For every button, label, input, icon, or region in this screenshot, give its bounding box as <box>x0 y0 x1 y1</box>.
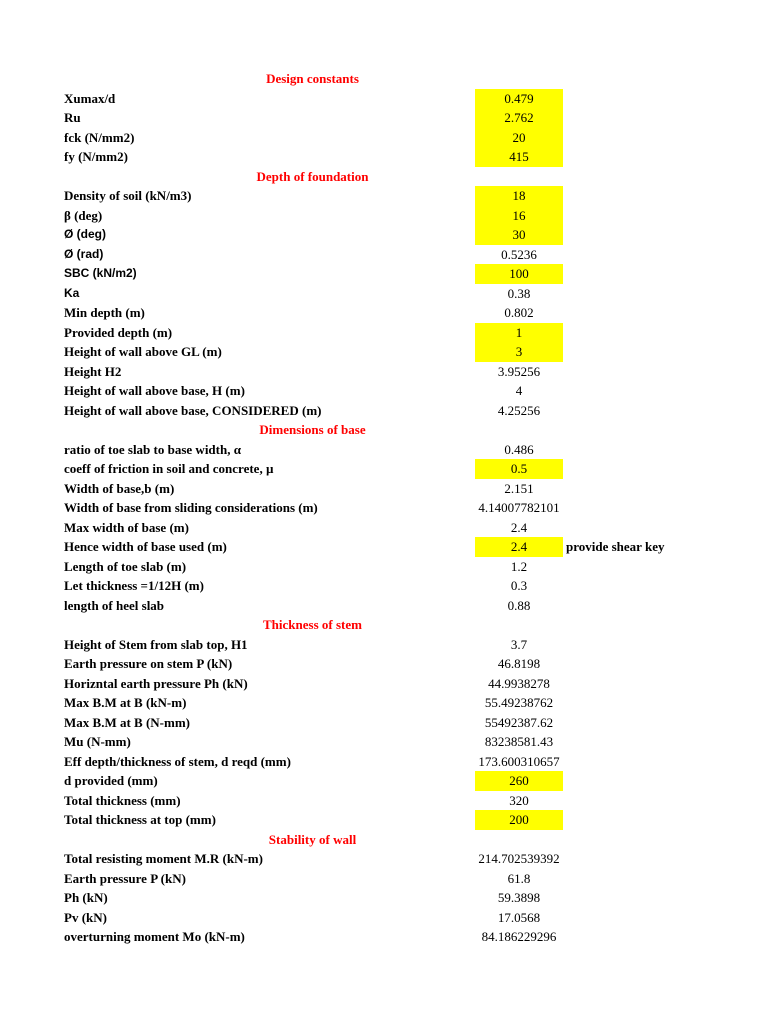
input-value-cell[interactable]: 30 <box>475 225 563 245</box>
table-row <box>0 596 768 616</box>
table-row <box>0 108 768 128</box>
row-label: Height of wall above base, H (m) <box>64 383 245 398</box>
table-row <box>0 186 768 206</box>
row-label: Density of soil (kN/m3) <box>64 188 192 203</box>
table-row <box>0 147 768 167</box>
table-row <box>0 732 768 752</box>
row-label: Earth pressure P (kN) <box>64 870 186 886</box>
row-label: Height of wall above base, CONSIDERED (m) <box>64 402 322 418</box>
row-label: fy (N/mm2) <box>64 149 128 164</box>
input-value-cell[interactable]: 0.5 <box>475 459 563 479</box>
row-label: Eff depth/thickness of stem, d reqd (mm) <box>64 753 291 769</box>
row-label: Xumax/d <box>64 90 116 106</box>
table-row <box>0 654 768 674</box>
value-cell[interactable]: 4 <box>515 383 523 398</box>
value-cell[interactable]: 4.14007782101 <box>478 500 560 515</box>
section-row <box>0 420 768 440</box>
row-label: Max B.M at B (N-mm) <box>64 714 190 730</box>
row-label: Max B.M at B (kN-m) <box>64 695 187 710</box>
table-row <box>0 635 768 655</box>
table-row <box>0 303 768 323</box>
table-row <box>0 576 768 596</box>
table-row <box>0 791 768 811</box>
value-cell[interactable]: 0.5236 <box>501 246 537 262</box>
row-label: Horizntal earth pressure Ph (kN) <box>64 675 248 691</box>
row-label: Total resisting moment M.R (kN-m) <box>64 851 263 866</box>
table-row <box>0 479 768 499</box>
value-cell[interactable]: 0.38 <box>507 285 531 301</box>
row-label: Max width of base (m) <box>64 519 189 535</box>
table-row <box>0 498 768 518</box>
input-value-cell[interactable]: 0.479 <box>475 89 563 109</box>
row-note: provide shear key <box>566 539 665 554</box>
table-row <box>0 440 768 460</box>
row-label: Earth pressure on stem P (kN) <box>64 656 233 671</box>
value-cell[interactable]: 4.25256 <box>497 402 541 418</box>
value-cell[interactable]: 17.0568 <box>497 909 541 925</box>
row-label: Total thickness at top (mm) <box>64 812 216 827</box>
value-cell[interactable]: 84.186229296 <box>481 929 557 944</box>
row-label: Height of wall above GL (m) <box>64 344 222 359</box>
input-value-cell[interactable]: 100 <box>475 264 563 284</box>
table-row <box>0 401 768 421</box>
value-cell[interactable]: 61.8 <box>507 870 531 886</box>
section-row <box>0 615 768 635</box>
value-cell[interactable]: 55.49238762 <box>484 695 554 710</box>
row-label: Let thickness =1/12H (m) <box>64 578 204 593</box>
section-heading: Thickness of stem <box>263 617 362 632</box>
input-value-cell[interactable]: 415 <box>475 147 563 167</box>
row-label: Ø (deg) <box>64 227 106 241</box>
row-label: Total thickness (mm) <box>64 792 181 808</box>
row-label: Mu (N-mm) <box>64 734 131 749</box>
row-label: Height H2 <box>64 363 122 379</box>
value-cell[interactable]: 46.8198 <box>497 656 541 671</box>
value-cell[interactable]: 83238581.43 <box>484 734 554 749</box>
table-row <box>0 888 768 908</box>
section-heading: Depth of foundation <box>256 168 369 184</box>
row-label: β (deg) <box>64 207 103 223</box>
input-value-cell[interactable]: 200 <box>475 810 563 830</box>
table-row <box>0 206 768 226</box>
value-cell[interactable]: 2.4 <box>510 519 528 535</box>
row-label: Ø (rad) <box>64 246 104 261</box>
value-cell[interactable]: 1.2 <box>510 558 528 574</box>
section-heading: Design constants <box>266 71 359 86</box>
value-cell[interactable]: 3.95256 <box>497 363 541 379</box>
input-value-cell[interactable]: 3 <box>475 342 563 362</box>
value-cell[interactable]: 55492387.62 <box>484 714 554 730</box>
row-label: Ru <box>64 110 81 125</box>
table-row <box>0 362 768 382</box>
spreadsheet <box>0 69 768 947</box>
section-row <box>0 167 768 187</box>
input-value-cell[interactable]: 20 <box>475 128 563 148</box>
table-row <box>0 869 768 889</box>
input-value-cell[interactable]: 1 <box>475 323 563 343</box>
row-label: Pv (kN) <box>64 909 107 925</box>
input-value-cell[interactable]: 2.762 <box>475 108 563 128</box>
table-row <box>0 264 768 284</box>
table-row <box>0 849 768 869</box>
table-row <box>0 771 768 791</box>
table-row <box>0 459 768 479</box>
section-heading: Stability of wall <box>268 831 357 847</box>
value-cell[interactable]: 214.702539392 <box>478 851 560 866</box>
input-value-cell[interactable]: 18 <box>475 186 563 206</box>
row-label: Provided depth (m) <box>64 324 173 340</box>
row-label: SBC (kN/m2) <box>64 266 137 280</box>
table-row <box>0 323 768 343</box>
row-label: Length of toe slab (m) <box>64 558 187 574</box>
row-label: Ka <box>64 285 80 300</box>
table-row <box>0 537 768 557</box>
table-row <box>0 810 768 830</box>
table-row <box>0 693 768 713</box>
value-cell[interactable]: 0.802 <box>504 305 534 320</box>
table-row <box>0 518 768 538</box>
row-label: Height of Stem from slab top, H1 <box>64 636 248 652</box>
value-cell[interactable]: 59.3898 <box>497 890 541 905</box>
table-row <box>0 342 768 362</box>
table-row <box>0 225 768 245</box>
row-label: length of heel slab <box>64 597 165 613</box>
table-row <box>0 245 768 265</box>
row-label: Ph (kN) <box>64 890 108 905</box>
section-heading: Dimensions of base <box>259 422 366 437</box>
table-row <box>0 927 768 947</box>
value-cell[interactable]: 173.600310657 <box>478 753 560 769</box>
section-row <box>0 830 768 850</box>
value-cell[interactable]: 0.88 <box>507 597 531 613</box>
value-cell[interactable]: 44.9938278 <box>488 675 550 691</box>
table-row <box>0 557 768 577</box>
value-cell[interactable]: 3.7 <box>510 636 528 652</box>
value-cell[interactable]: 0.3 <box>510 578 528 593</box>
input-value-cell[interactable]: 260 <box>475 771 563 791</box>
table-row <box>0 908 768 928</box>
row-label: Hence width of base used (m) <box>64 539 227 554</box>
row-label: overturning moment Mo (kN-m) <box>64 929 245 944</box>
input-value-cell[interactable]: 2.4 <box>475 537 563 557</box>
row-label: coeff of friction in soil and concrete, µ <box>64 461 274 476</box>
section-row <box>0 69 768 89</box>
row-label: fck (N/mm2) <box>64 129 135 145</box>
row-label: Min depth (m) <box>64 305 145 320</box>
table-row <box>0 284 768 304</box>
table-row <box>0 674 768 694</box>
table-row <box>0 128 768 148</box>
table-row <box>0 752 768 772</box>
row-label: Width of base from sliding considerations (m) <box>64 500 318 515</box>
table-row <box>0 713 768 733</box>
value-cell[interactable]: 0.486 <box>504 441 534 457</box>
input-value-cell[interactable]: 16 <box>475 206 563 226</box>
row-label: ratio of toe slab to base width, α <box>64 441 241 457</box>
value-cell[interactable]: 320 <box>509 792 529 808</box>
row-label: d provided (mm) <box>64 773 158 788</box>
table-row <box>0 89 768 109</box>
table-row <box>0 381 768 401</box>
value-cell[interactable]: 2.151 <box>504 480 534 496</box>
row-label: Width of base,b (m) <box>64 480 175 496</box>
